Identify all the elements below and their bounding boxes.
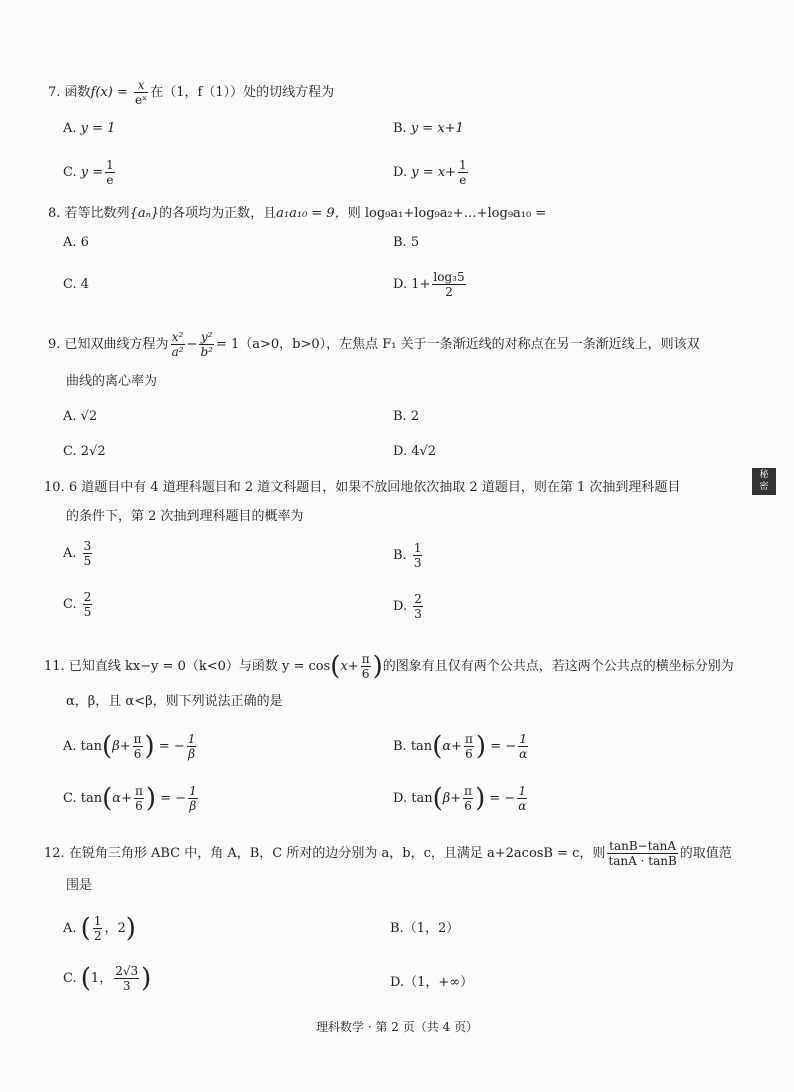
fraction: $\frac{\text{log₃5}}{2}$	[433, 270, 465, 299]
fraction: $\frac{\text{x²}}{\text{a²}}$	[171, 330, 184, 359]
option-c[interactable]: C. y = $\frac{1}{e}$	[63, 158, 114, 187]
question-7-stem	[48, 78, 334, 107]
option-a[interactable]: A. ( $\frac{1}{2}$ ，2)	[63, 913, 136, 944]
question-11-stem-line2: α，β，且 α<β，则下列说法正确的是	[66, 694, 283, 709]
question-number: 8.	[48, 206, 61, 221]
question-8-stem: 8. 若等比数列{aₙ}的各项均为正数，且a₁a₁₀ = 9，则 log₉a₁+log₉a₂+…+log₉a₁₀ =	[48, 206, 547, 221]
confidential-tab: 秘 密	[752, 468, 776, 495]
option-b[interactable]: B.（1，2）	[390, 921, 460, 936]
fraction: $\frac{1}{\beta}$	[187, 732, 196, 761]
question-number: 11.	[44, 659, 65, 674]
question-number: 9.	[48, 337, 61, 352]
question-number: 12.	[44, 846, 65, 861]
fraction: $\frac{x}{\text{eˣ}}$	[135, 78, 148, 107]
fraction: $\frac{2}{5}$	[83, 590, 92, 619]
question-10-stem-line2: 的条件下，第 2 次抽到理科题目的概率为	[66, 509, 304, 524]
option-d[interactable]: D. $\frac{2}{3}$	[393, 592, 422, 621]
option-a[interactable]: A. $\frac{3}{5}$	[63, 539, 92, 568]
option-c[interactable]: C. 2√2	[63, 444, 106, 459]
fraction: $\frac{\tan B-\tan A}{\tan A \cdot \tan B}$	[608, 839, 677, 868]
option-d[interactable]: D. 1+ $\frac{\text{log₃5}}{2}$	[393, 270, 465, 299]
fraction: $\frac{\pi}{6}$	[133, 732, 142, 761]
option-a[interactable]: A. tan(β+ $\frac{\pi}{6}$ ) = − $\frac{1}{\beta}$	[63, 731, 196, 762]
question-12-stem-line2: 围是	[66, 878, 93, 893]
fraction: $\frac{1}{e}$	[458, 158, 467, 187]
fraction: $\frac{\text{y²}}{\text{b²}}$	[200, 330, 213, 359]
question-number: 10.	[44, 480, 65, 495]
fraction: $\frac{2√3}{3}$	[115, 964, 139, 993]
fraction: $\frac{1}{\beta}$	[189, 784, 197, 813]
option-c[interactable]: C. 4	[63, 277, 90, 292]
option-a[interactable]: A. √2	[63, 409, 98, 424]
fraction: $\frac{1}{2}$	[93, 914, 102, 943]
option-b[interactable]: B. y = x+1	[393, 121, 464, 136]
option-a[interactable]: A. y = 1	[63, 121, 116, 136]
fraction: $\frac{\pi}{6}$	[464, 784, 473, 813]
fraction: $\frac{\pi}{6}$	[361, 652, 370, 681]
question-11-stem: 11. 已知直线 kx−y = 0（k<0）与函数 y = cos(x+ $\frac{\pi}{6}$ )的图象有且仅有两个公共点，若这两个公共点的横坐标分别为	[44, 651, 734, 682]
question-number: 7.	[48, 85, 61, 100]
option-d[interactable]: D. y = x+ $\frac{1}{e}$	[393, 158, 467, 187]
page-footer: 理科数学 · 第 2 页（共 4 页）	[316, 1020, 478, 1034]
question-9-stem: 9. 已知双曲线方程为 $\frac{\text{x²}}{\text{a²}}$ − $\frac{\text{y²}}{\text{b²}}$ = 1（a>0，b>0），左焦点 F₁ 关于一条渐近线的对称点在另一条渐近线上，则该双	[48, 330, 700, 359]
equals-sign: =	[117, 85, 128, 100]
fraction: $\frac{1}{\alpha}$	[519, 732, 528, 761]
fraction: $\frac{3}{5}$	[83, 539, 92, 568]
fraction: $\frac{1}{e}$	[106, 158, 114, 187]
option-a[interactable]: A. 6	[63, 235, 89, 250]
fraction: $\frac{2}{3}$	[414, 592, 422, 621]
fraction: $\frac{\pi}{6}$	[134, 784, 143, 813]
option-b[interactable]: B. tan(α+ $\frac{\pi}{6}$ ) = − $\frac{1}{\alpha}$	[393, 731, 528, 762]
question-9-stem-line2: 曲线的离心率为	[66, 374, 158, 389]
option-b[interactable]: B. 5	[393, 235, 420, 250]
question-10-stem: 10. 6 道题目中有 4 道理科题目和 2 道文科题目，如果不放回地依次抽取 2 道题目，则在第 1 次抽到理科题目	[44, 480, 681, 495]
stem-text: 函数	[64, 85, 91, 100]
option-d[interactable]: D. tan(β+ $\frac{\pi}{6}$ ) = − $\frac{1}{\alpha}$	[393, 783, 527, 814]
option-c[interactable]: C. (1， $\frac{2√3}{3}$ )	[63, 963, 152, 994]
option-c[interactable]: C. $\frac{2}{5}$	[63, 590, 92, 619]
stem-text: 在（1，f（1））处的切线方程为	[150, 85, 335, 100]
option-d[interactable]: D.（1，+∞）	[390, 975, 474, 990]
function-name: f(x)	[90, 85, 113, 100]
question-12-stem: 12. 在锐角三角形 ABC 中，角 A，B，C 所对的边分别为 a，b，c，且满足 a+2acosB = c，则 $\frac{\tan B-\tan A}{\tan A \cdot \tan B}$ 的取值范	[44, 839, 732, 868]
option-b[interactable]: B. $\frac{1}{3}$	[393, 541, 422, 570]
fraction: $\frac{1}{3}$	[413, 541, 422, 570]
option-c[interactable]: C. tan(α+ $\frac{\pi}{6}$ ) = − $\frac{1}{\beta}$	[63, 783, 197, 814]
fraction: $\frac{\pi}{6}$	[465, 732, 473, 761]
fraction: $\frac{1}{\alpha}$	[518, 784, 527, 813]
option-d[interactable]: D. 4√2	[393, 444, 437, 459]
option-b[interactable]: B. 2	[393, 409, 420, 424]
